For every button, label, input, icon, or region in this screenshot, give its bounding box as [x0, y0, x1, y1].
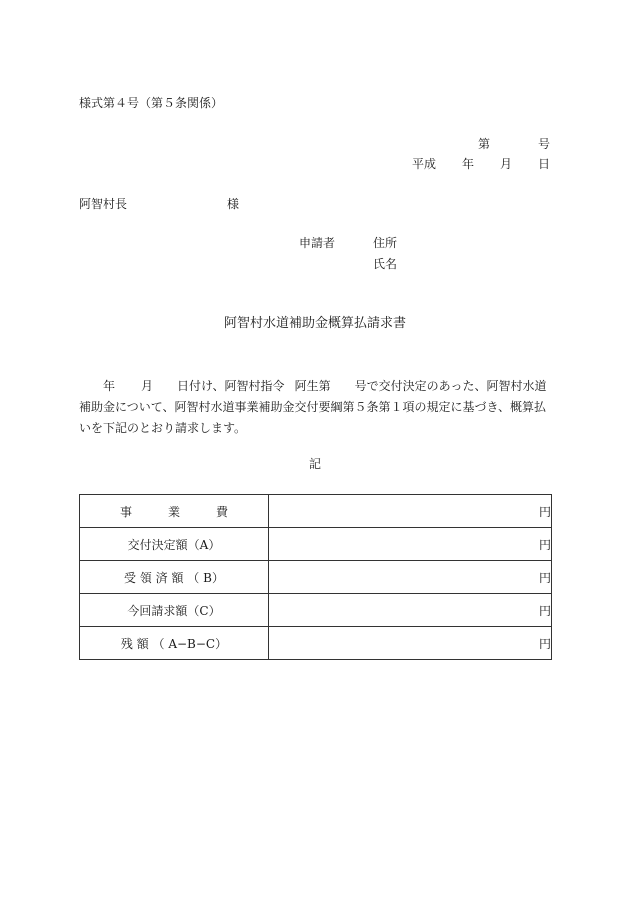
row-label-grant-decided: 交付決定額（A） — [80, 528, 269, 561]
name-label: 氏名 — [373, 257, 398, 271]
row-label-project-cost: 事 業 費 — [80, 495, 269, 528]
era-label: 平成 — [411, 157, 436, 171]
day-unit: 日 — [537, 157, 550, 171]
applicant-label: 申請者 — [299, 236, 336, 250]
table-row — [80, 594, 552, 627]
yen-unit: 円 — [538, 570, 551, 585]
row-label-this-request: 今回請求額（C） — [80, 594, 269, 627]
yen-unit: 円 — [538, 603, 551, 618]
addressee-honorific: 様 — [227, 197, 240, 211]
doc-no-suffix: 号 — [537, 137, 550, 151]
ki-marker: 記 — [308, 457, 321, 471]
document-number — [478, 138, 550, 150]
yen-unit: 円 — [538, 636, 551, 651]
body-line-1: 年 月 日付け、阿智村指令 阿生第 号で交付決定のあった、阿智村水道 — [103, 379, 547, 393]
addressee-name: 阿智村長 — [79, 197, 128, 211]
table-row — [80, 495, 552, 528]
year-unit: 年 — [461, 157, 474, 171]
document-title: 阿智村水道補助金概算払請求書 — [223, 316, 406, 331]
address-label: 住所 — [373, 236, 398, 250]
body-line-3: いを下記のとおり請求します。 — [79, 421, 247, 435]
row-value-this-request[interactable] — [269, 594, 552, 627]
doc-no-prefix: 第 — [477, 137, 490, 151]
table-row — [80, 528, 552, 561]
body-line-2: 補助金について、阿智村水道事業補助金交付要綱第５条第１項の規定に基づき、概算払 — [79, 400, 547, 414]
amounts-table — [79, 494, 552, 660]
table-row — [80, 561, 552, 594]
row-value-grant-decided[interactable] — [269, 528, 552, 561]
date-line — [412, 158, 550, 170]
month-unit: 月 — [499, 157, 512, 171]
yen-unit: 円 — [538, 504, 551, 519]
body-paragraph — [79, 376, 553, 439]
row-value-received[interactable] — [269, 561, 552, 594]
yen-unit: 円 — [538, 537, 551, 552]
table-row — [80, 627, 552, 660]
form-number: 様式第４号（第５条関係） — [79, 96, 224, 110]
addressee — [79, 197, 240, 211]
row-label-received: 受 領 済 額 （ B） — [80, 561, 269, 594]
row-value-remaining[interactable] — [269, 627, 552, 660]
row-label-remaining: 残 額 （ A−B−C） — [80, 627, 269, 660]
row-value-project-cost[interactable] — [269, 495, 552, 528]
